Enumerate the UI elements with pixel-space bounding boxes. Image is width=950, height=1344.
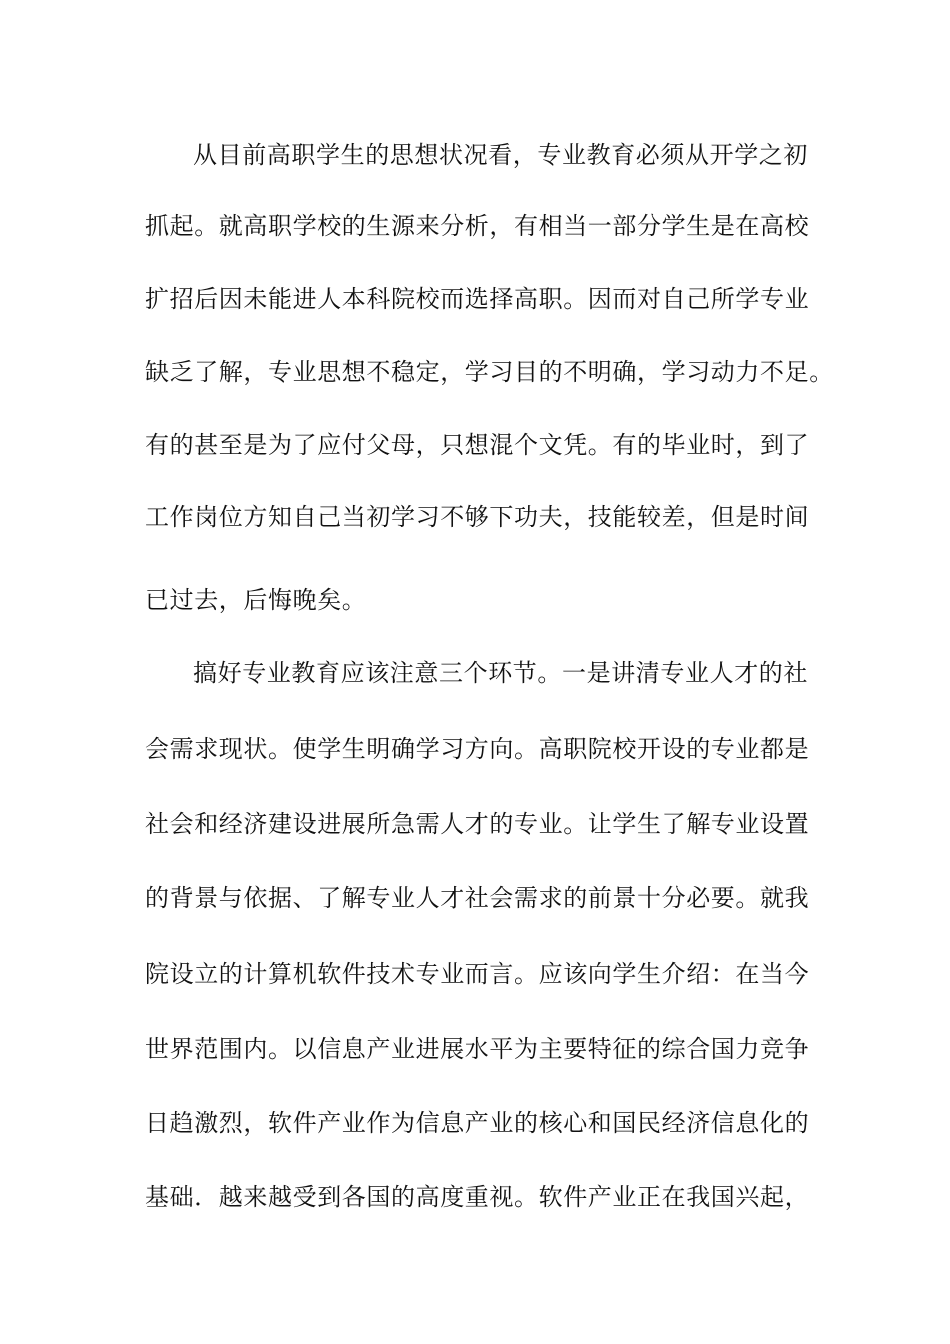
paragraph-2-line-2: 会需求现状。使学生明确学习方向。高职院校开设的专业都是 bbox=[145, 735, 810, 763]
paragraph-2-line-8: 基础．越来越受到各国的高度重视。软件产业正在我国兴起， bbox=[145, 1183, 810, 1211]
paragraph-1-line-5: 有的甚至是为了应付父母，只想混个文凭。有的毕业时，到了 bbox=[145, 431, 810, 459]
paragraph-1-line-2: 抓起。就高职学校的生源来分析，有相当一部分学生是在高校 bbox=[145, 212, 810, 240]
paragraph-2-line-5: 院设立的计算机软件技术专业而言。应该向学生介绍：在当今 bbox=[145, 960, 810, 988]
paragraph-1-line-7: 已过去，后悔晚矣。 bbox=[145, 586, 367, 614]
paragraph-1-line-4: 缺乏了解，专业思想不稳定，学习目的不明确，学习动力不足。 bbox=[145, 358, 834, 386]
paragraph-2-line-7: 日趋激烈，软件产业作为信息产业的核心和国民经济信息化的 bbox=[145, 1109, 810, 1137]
paragraph-1-line-6: 工作岗位方知自己当初学习不够下功夫，技能较差，但是时间 bbox=[145, 503, 810, 531]
paragraph-2-line-4: 的背景与依据、了解专业人才社会需求的前景十分必要。就我 bbox=[145, 884, 810, 912]
paragraph-2-line-6: 世界范围内。以信息产业进展水平为主要特征的综合国力竞争 bbox=[145, 1035, 810, 1063]
paragraph-2-line-3: 社会和经济建设进展所急需人才的专业。让学生了解专业设置 bbox=[145, 810, 810, 838]
paragraph-1-line-3: 扩招后因未能进人本科院校而选择高职。因而对自己所学专业 bbox=[145, 285, 810, 313]
paragraph-1-line-1: 从目前高职学生的思想状况看，专业教育必须从开学之初 bbox=[193, 141, 808, 169]
paragraph-2-line-1: 搞好专业教育应该注意三个环节。一是讲清专业人才的社 bbox=[193, 659, 808, 687]
